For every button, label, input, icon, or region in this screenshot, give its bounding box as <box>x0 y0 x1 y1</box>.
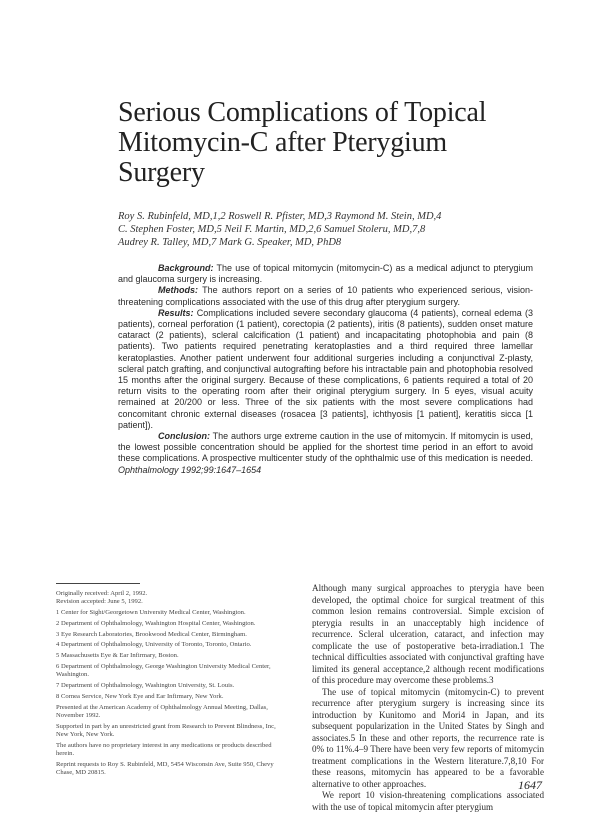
methods-text: The authors report on a series of 10 patients who experienced serious, vision-threatening complications associated with the use of this drug after pterygium surgery. <box>118 285 534 307</box>
page-number: 1647 <box>518 778 542 792</box>
background-text: The use of topical mitomycin (mitomycin-C) as a medical adjunct to pterygium and glaucoma surgery is increasing. <box>118 263 533 285</box>
abstract-results <box>118 308 533 431</box>
footnote-affiliation: 5 Massachusetts Eye & Ear Infirmary, Boston. <box>56 652 179 660</box>
body-paragraph: The use of topical mitomycin (mitomycin-C) to prevent recurrence after pterygium surgery is increasing since its introduction by Kunitomo and Mori4 in Japan, and its subsequent popularization in the United States by Singh and associates.5 In these and other reports, the recurrence rate is 0% to 11%.4–9 There have been very few reports of mitomycin treatment complications in the Western literature.7,8,10 For these reasons, mitomycin has appeared to be a favorable alternative to other approaches. <box>312 686 544 789</box>
title-line: Surgery <box>118 157 205 188</box>
footnote-received: Originally received: April 2, 1992. Revision accepted: June 5, 1992. <box>56 590 148 606</box>
footnote-affiliation: 7 Department of Ophthalmology, Washington University, St. Louis. <box>56 681 235 689</box>
abstract <box>118 263 533 476</box>
results-label: Results: <box>158 307 194 318</box>
body-paragraph: We report 10 vision-threatening complications associated with the use of topical mitomycin after pterygium <box>312 790 544 812</box>
footnote-affiliation: 6 Department of Ophthalmology, George Washington University Medical Center, Washington. <box>56 662 271 679</box>
footnote-affiliation: 8 Cornea Service, New York Eye and Ear Infirmary, New York. <box>56 692 224 700</box>
background-label: Background: <box>158 263 214 273</box>
footnote-support: Supported in part by an unrestricted grant from Research to Prevent Blindness, Inc, New York, New York. <box>56 722 276 738</box>
conclusion-text: The authors urge extreme caution in the use of mitomycin. If mitomycin is used, the lowest possible concentration should be applied for the shortest time period in an effort to avoid these complications. A prospective multicenter study of the ophthalmic use of this medication is needed. <box>118 431 534 464</box>
footnote-presented: Presented at the American Academy of Ophthalmology Annual Meeting, Dallas, November 1992. <box>56 703 268 719</box>
journal-citation: Ophthalmology 1992;99:1647–1654 <box>118 464 262 475</box>
body-text <box>312 583 544 813</box>
footnotes <box>56 590 276 780</box>
body-paragraph: Although many surgical approaches to pterygia have been developed, the optimal choice for surgical treatment of this common lesion remains controversial. Simple excision of pterygia results in an unacceptably high incidence of recurrence. Scleral ulceration, cataract, and infection may complicate the use of postoperative beta-irradiation.1 The technical difficulties associated with conjunctival grafting have limited its general acceptance,2 although recent modifications of this procedure may overcome these problems.3 <box>312 583 544 685</box>
author-line: Roy S. Rubinfeld, MD,1,2 Roswell R. Pfister, MD,3 Raymond M. Stein, MD,4 <box>118 211 442 222</box>
abstract-conclusion <box>118 431 533 476</box>
abstract-methods <box>118 285 533 307</box>
results-text: Complications included severe secondary glaucoma (4 patients), corneal edema (3 patients), corneal perforation (1 patient), corectopia (2 patients), iritis (8 patients), sudden onset mature cataract (2 patients), scleral calcification (1 patient) and incapacitating photophobia and pain (8 patients). Two patients required penetrating keratoplasties and a third required three lamellar keratoplasties. Another patient underwent four additional surgeries including a conjunctival Z-plasty, scleral patch grafting, and conjunctival autografting before his intractable pain and photophobia resolved 15 months after the original surgery. Because of these complications, 6 patients required a total of 20 return visits to the operating room after their original pterygium surgery. In 5 eyes, visual acuity remained at 20/200 or less. Three of the six patients with the most severe complications had concomitant chronic external diseases (rosacea [3 patients], ichthyosis [1 patient], keratitis sicca [1 patient]). <box>118 307 533 430</box>
footnote-affiliation: 2 Department of Ophthalmology, Washington Hospital Center, Washington. <box>56 619 256 627</box>
footnote-divider <box>56 583 140 584</box>
title-line: Mitomycin-C after Pterygium <box>118 127 447 158</box>
footnote-affiliation: 4 Department of Ophthalmology, University of Toronto, Toronto, Ontario. <box>56 641 252 649</box>
conclusion-label: Conclusion: <box>158 431 210 442</box>
author-line: Audrey R. Talley, MD,7 Mark G. Speaker, MD, PhD8 <box>118 237 342 248</box>
title-line: Serious Complications of Topical <box>118 97 487 128</box>
footnote-affiliation: 1 Center for Sight/Georgetown University Medical Center, Washington. <box>56 609 246 616</box>
footnote-disclosure: The authors have no proprietary interest in any medications or products described herein. <box>56 741 272 757</box>
author-line: C. Stephen Foster, MD,5 Neil F. Martin, MD,2,6 Samuel Stoleru, MD,7,8 <box>118 224 426 235</box>
article-title <box>118 98 518 188</box>
methods-label: Methods: <box>158 285 198 296</box>
author-list <box>118 210 528 249</box>
abstract-background <box>118 263 533 285</box>
footnote-reprint: Reprint requests to Roy S. Rubinfeld, MD, 5454 Wisconsin Ave, Suite 950, Chevy Chase, MD 20815. <box>56 760 274 776</box>
footnote-affiliation: 3 Eye Research Laboratories, Brookwood Medical Center, Birmingham. <box>56 630 247 638</box>
